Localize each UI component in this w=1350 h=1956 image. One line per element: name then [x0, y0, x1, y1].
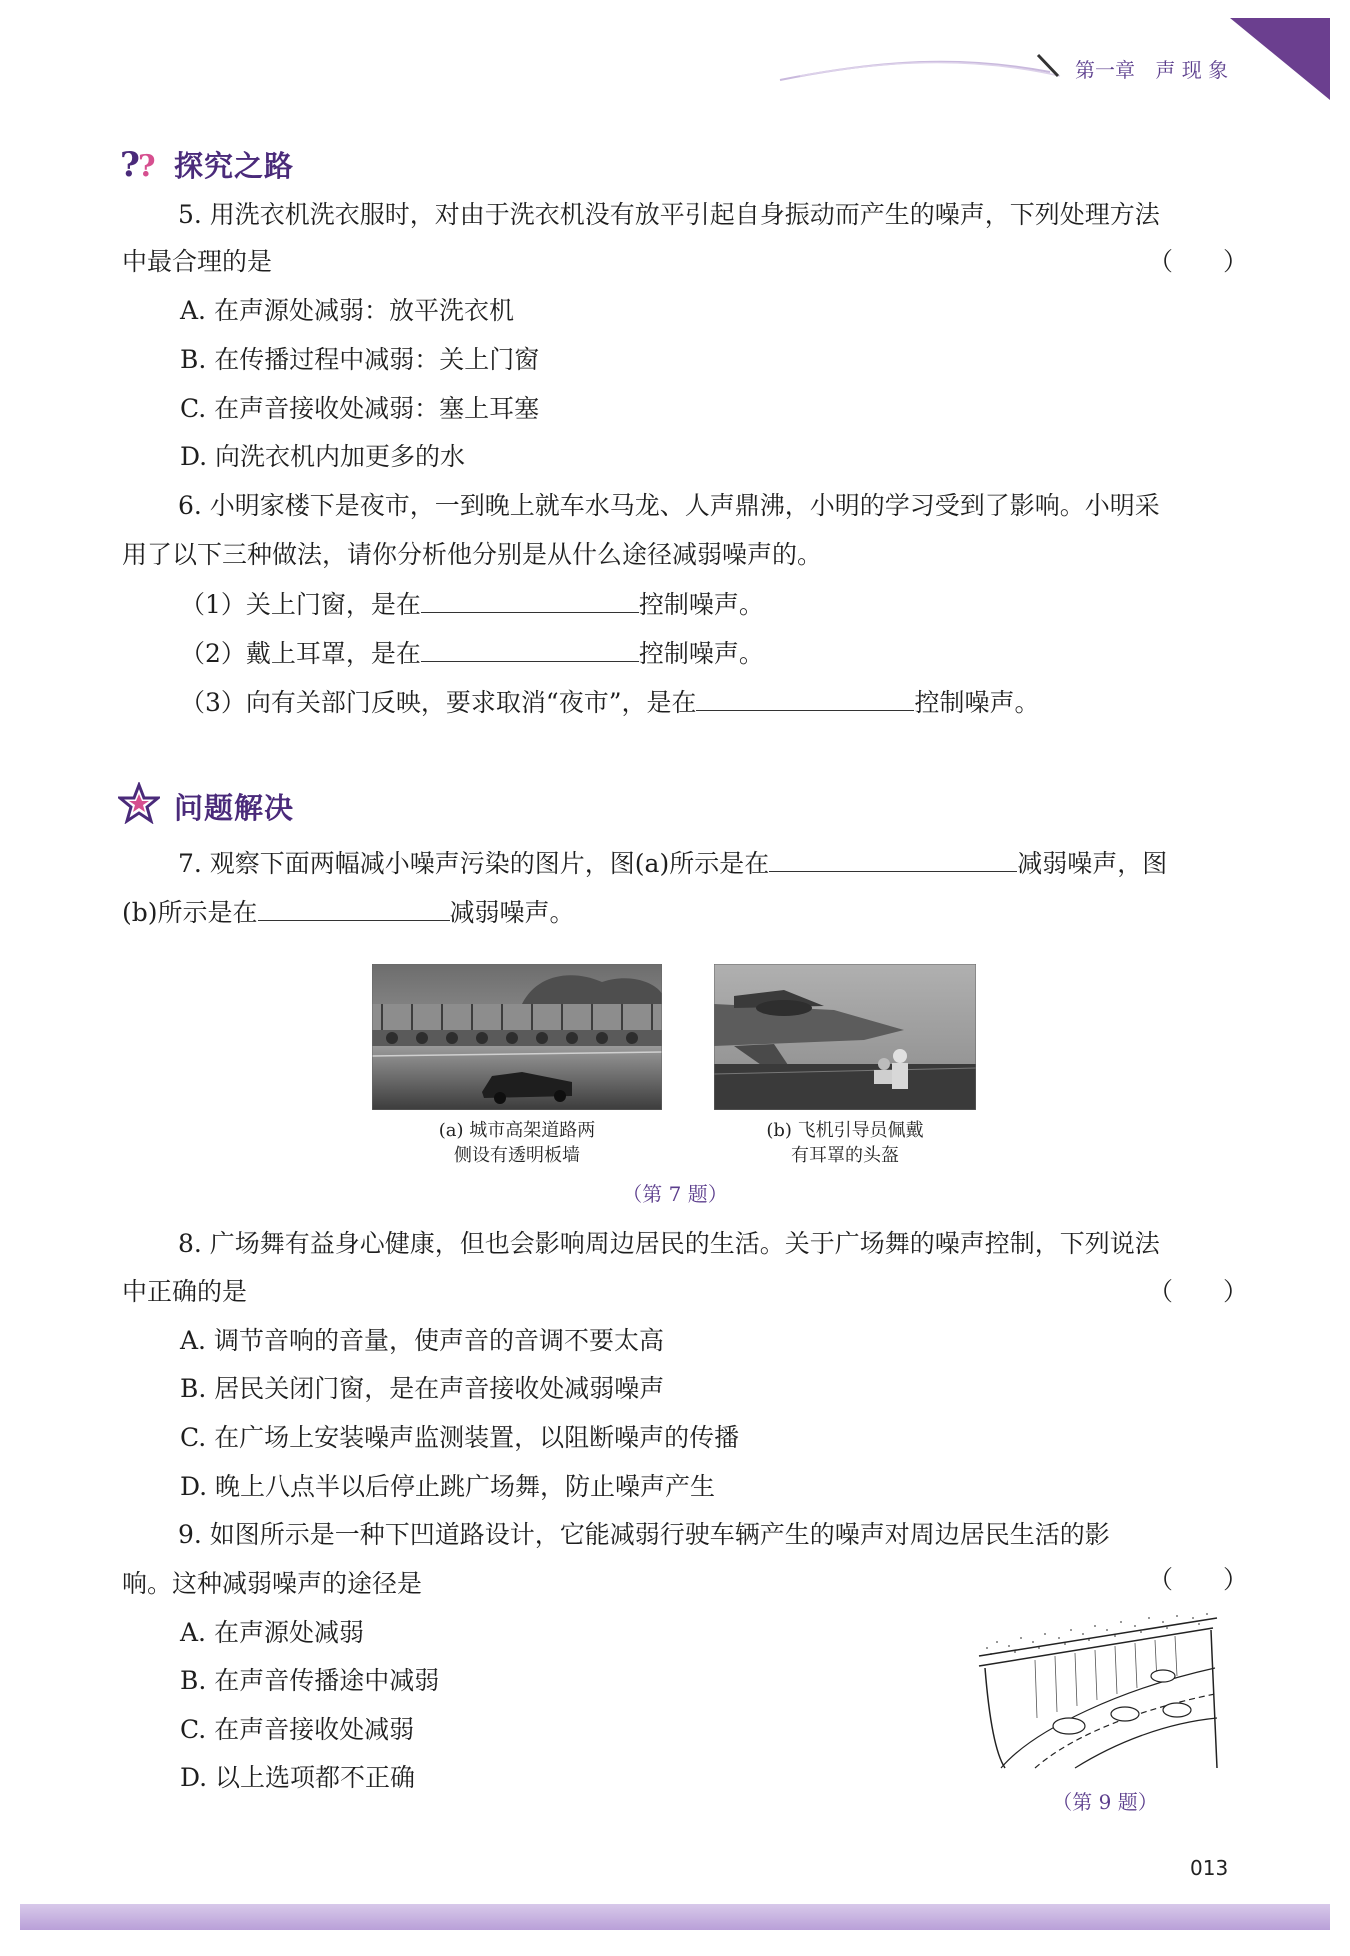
- q7-line1: [178, 845, 1167, 881]
- figure-b-caption-line2: 有耳罩的头盔: [791, 1145, 899, 1166]
- q8-answer-paren: （ ）: [1148, 1277, 1249, 1306]
- q6-item-1: [180, 586, 764, 622]
- chapter-label: 第一章: [1075, 58, 1135, 82]
- q7-line2-post: 减弱噪声。: [449, 898, 575, 927]
- q5-option-b: B. 在传播过程中减弱：关上门窗: [180, 345, 540, 374]
- figure-a-caption: [372, 1118, 662, 1168]
- q9-line2: 响。这种减弱噪声的途径是: [122, 1569, 423, 1598]
- q5-line1: 5. 用洗衣机洗衣服时，对由于洗衣机没有放平引起自身振动而产生的噪声，下列处理方法: [178, 200, 1160, 229]
- q7-figure-label: （第 7 题）: [622, 1182, 728, 1206]
- q8-line1: 8. 广场舞有益身心健康，但也会影响周边居民的生活。关于广场舞的噪声控制，下列说法: [178, 1229, 1160, 1258]
- q9-option-d: D. 以上选项都不正确: [180, 1763, 416, 1792]
- q9-option-a: A. 在声源处减弱: [180, 1618, 364, 1647]
- q6-line2: 用了以下三种做法，请你分析他分别是从什么途径减弱噪声的。: [122, 540, 823, 569]
- q8-option-d: D. 晚上八点半以后停止跳广场舞，防止噪声产生: [180, 1472, 716, 1501]
- svg-text:?: ?: [138, 149, 156, 182]
- q8-line2: 中正确的是: [122, 1277, 248, 1306]
- q7-blank-b[interactable]: [258, 894, 450, 921]
- figure-b-caption: [714, 1118, 976, 1168]
- q9-answer-paren: （ ）: [1148, 1565, 1249, 1594]
- q5-answer-paren: （ ）: [1148, 247, 1249, 276]
- q6-item-2: [180, 635, 764, 671]
- q5-option-a: A. 在声源处减弱：放平洗衣机: [180, 296, 514, 325]
- chapter-section: 声 现 象: [1155, 58, 1229, 82]
- q7-blank-a[interactable]: [769, 845, 1017, 872]
- q7-line1-pre: 7. 观察下面两幅减小噪声污染的图片，图(a)所示是在: [178, 849, 770, 878]
- figure-a-caption-line2: 侧设有透明板墙: [454, 1145, 580, 1166]
- q9-option-c: C. 在声音接收处减弱: [180, 1715, 415, 1744]
- q7-line1-post: 减弱噪声，图: [1017, 849, 1168, 878]
- q6-line1: 6. 小明家楼下是夜市，一到晚上就车水马龙、人声鼎沸，小明的学习受到了影响。小明采: [178, 491, 1160, 520]
- q6-item-3-blank[interactable]: [696, 684, 914, 711]
- q6-item-1-blank[interactable]: [421, 586, 639, 613]
- q6-item-2-post: 控制噪声。: [638, 639, 764, 668]
- q5-option-d: D. 向洗衣机内加更多的水: [180, 442, 466, 471]
- q9-line1: 9. 如图所示是一种下凹道路设计，它能减弱行驶车辆产生的噪声对周边居民生活的影: [178, 1520, 1110, 1549]
- star-icon: [118, 782, 160, 824]
- section-title-solve: 问题解决: [174, 791, 295, 825]
- q6-item-2-pre: （2）戴上耳罩，是在: [180, 639, 421, 668]
- page-number: 013: [1190, 1856, 1229, 1880]
- figure-a-elevated-road: [372, 964, 662, 1110]
- q9-figure-label: （第 9 题）: [1052, 1790, 1158, 1814]
- footer-band: [20, 1904, 1330, 1930]
- q6-item-3-pre: （3）向有关部门反映，要求取消“夜市”，是在: [180, 688, 697, 717]
- svg-text:?: ?: [120, 145, 140, 182]
- figure-b-jet-guide: [714, 964, 976, 1110]
- q8-option-b: B. 居民关闭门窗，是在声音接收处减弱噪声: [180, 1374, 665, 1403]
- question-mark-icon: [118, 144, 162, 182]
- q6-item-3: [180, 684, 1040, 720]
- q8-option-c: C. 在广场上安装噪声监测装置，以阻断噪声的传播: [180, 1423, 740, 1452]
- figure-b-caption-line1: (b) 飞机引导员佩戴: [766, 1120, 924, 1141]
- q6-item-3-post: 控制噪声。: [914, 688, 1040, 717]
- q8-option-a: A. 调节音响的音量，使声音的音调不要太高: [180, 1326, 664, 1355]
- q6-item-1-pre: （1）关上门窗，是在: [180, 590, 421, 619]
- figure-a-caption-line1: (a) 城市高架道路两: [438, 1120, 596, 1141]
- header-chapter: [1075, 54, 1228, 83]
- q7-line2-pre: (b)所示是在: [122, 898, 258, 927]
- q7-line2: [122, 894, 575, 930]
- q5-line2: 中最合理的是: [122, 247, 273, 276]
- q6-item-1-post: 控制噪声。: [638, 590, 764, 619]
- figure-sunken-road: [975, 1608, 1221, 1774]
- q9-option-b: B. 在声音传播途中减弱: [180, 1666, 440, 1695]
- section-title-explore: 探究之路: [174, 149, 295, 183]
- q6-item-2-blank[interactable]: [421, 635, 639, 662]
- q5-option-c: C. 在声音接收处减弱：塞上耳塞: [180, 394, 540, 423]
